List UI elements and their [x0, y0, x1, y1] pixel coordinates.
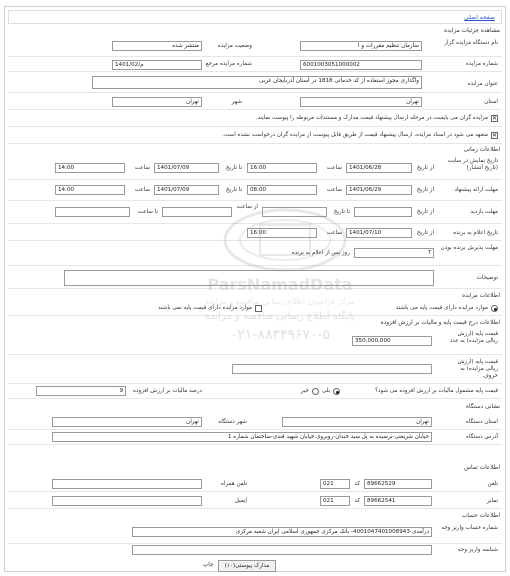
section-account: اطلاعات حساب: [461, 513, 500, 519]
shaba-label: شناسه واریز وجه: [457, 547, 498, 553]
row-publish: [8, 156, 502, 180]
auction-no-field[interactable]: 6001003051000002: [300, 60, 422, 70]
phone-code-label: کد: [354, 481, 360, 487]
no-base-price-label: موارد مزایده دارای قیمت پایه نمی باشند: [158, 305, 252, 311]
status-field[interactable]: منتشر شده: [112, 41, 202, 51]
dev-address-label: آدرس دستگاه: [466, 434, 498, 440]
dev-city-label: شهر دستگاه: [218, 419, 247, 425]
offer-from-date[interactable]: 1401/06/29: [346, 185, 412, 195]
no-base-price-checkbox[interactable]: [255, 305, 262, 312]
fax-field[interactable]: 89662541: [364, 496, 432, 506]
mobile-field[interactable]: [52, 479, 202, 489]
section-auction-info: اطلاعات مزایده: [462, 293, 500, 299]
email-label: ایمیل: [234, 498, 247, 504]
row-base-num: [8, 329, 502, 355]
vat-no-label: خیر: [300, 388, 309, 394]
province-field[interactable]: تهران: [300, 97, 422, 107]
row-price-type: [8, 302, 502, 316]
section-details: مشاهده جزئیات مزایده: [444, 28, 500, 34]
mobile-label: تلفن همراه: [220, 481, 247, 487]
row-phone: [8, 476, 502, 492]
row-dev-address: [8, 431, 502, 445]
attachments-button[interactable]: مدارک پیوستی(۱۰): [218, 560, 276, 572]
title-field[interactable]: واگذاری مجوز استفاده از کد خدماتی 1818 در استان آذربایجان غربی: [92, 76, 422, 89]
offer-from-label: از تاریخ: [416, 187, 434, 193]
fax-label: نمابر: [486, 498, 498, 504]
province-label: استان: [484, 99, 498, 105]
dev-address-field[interactable]: خیابان شریعتی-نرسیده به پل سید خندان-روبروی خیابان شهید قندی-ساختمان شماره 1: [52, 432, 432, 442]
section-times: اطلاعات زمانی: [463, 147, 500, 153]
base-num-field[interactable]: 350,000,000: [352, 336, 432, 346]
status-label: وضعیت مزایده: [217, 43, 252, 49]
row-shaba: [8, 545, 502, 557]
note1-text: مزایده گران می بایست در مرحله ارسال پیشنهاد قیمت مدارک و مستندات مربوطه را پیوست نمایند.: [255, 115, 488, 121]
watermark-line2: پایگاه اطلاع رسانی مناقصه و مزایده: [204, 311, 356, 322]
offer-to-label: تا تاریخ: [225, 187, 242, 193]
ref-no-label: شماره مزایده مرجع: [205, 61, 252, 67]
section-contact: اطلاعات تماس: [463, 465, 500, 471]
offer-from-time-label: ساعت: [326, 187, 342, 193]
home-link[interactable]: صفحه اصلی: [464, 14, 495, 21]
has-base-price-radio[interactable]: [491, 305, 498, 312]
note2-text: متعهد می شود در اسناد مزایده، ارسال پیشنهاد قیمت از طریق قابل پیوست از مزایده گران درخواست نشده است.: [222, 132, 488, 138]
visit-from-label: از تاریخ: [416, 209, 434, 215]
base-num-label: قیمت پایه (ارزش ریالی مزایده) به عدد: [449, 331, 498, 344]
fax-code-field[interactable]: 021: [320, 496, 350, 506]
accept-label: مهلت پذیرش برنده بودن: [440, 245, 498, 251]
publish-to-date[interactable]: 1401/07/09: [154, 163, 219, 173]
publish-label: تاریخ نمایش در سایت (تاریخ انتشار): [447, 158, 498, 171]
row-auction-no: [8, 58, 502, 72]
city-field[interactable]: تهران: [112, 97, 202, 107]
offer-to-time[interactable]: 14:00: [55, 185, 125, 195]
offer-to-time-label: ساعت: [134, 187, 150, 193]
row-fax: [8, 493, 502, 509]
ref-no-field[interactable]: 1401/م/02: [112, 60, 202, 70]
row-note2: [8, 128, 502, 144]
row-account: [8, 522, 502, 544]
row-note1: [8, 111, 502, 127]
phone-label: تلفن: [487, 481, 498, 487]
offer-from-time[interactable]: 08:00: [247, 185, 317, 195]
dev-province-field[interactable]: تهران: [282, 417, 432, 427]
publish-to-label: تا تاریخ: [225, 165, 242, 171]
title-label: عنوان مزایده: [467, 81, 498, 87]
visit-to-time[interactable]: [55, 207, 130, 217]
row-location: [8, 94, 502, 110]
visit-to-date[interactable]: [262, 207, 327, 217]
accept-field[interactable]: 7: [354, 248, 434, 258]
vat-yes-radio[interactable]: [333, 388, 340, 395]
desc-label: توضیحات: [476, 275, 498, 281]
row-title: [8, 73, 502, 93]
publish-to-time-label: ساعت: [134, 165, 150, 171]
email-field[interactable]: [52, 496, 202, 506]
publish-to-time[interactable]: 14:00: [55, 163, 125, 173]
row-announce: [8, 225, 502, 241]
publish-from-date[interactable]: 1401/06/28: [346, 163, 412, 173]
row-base-text: [8, 356, 502, 384]
row-offer: [8, 181, 502, 201]
visit-from-date[interactable]: [354, 207, 412, 217]
announce-label: تاریخ اعلام به برنده: [453, 230, 498, 236]
announce-date[interactable]: 1401/07/10: [346, 228, 412, 238]
auction-no-label: شماره مزایده: [465, 61, 498, 67]
note2-checkbox[interactable]: ✕: [492, 132, 498, 139]
section-device-address: نشانی دستگاه: [465, 404, 500, 410]
vat-yes-label: بلی: [321, 388, 330, 394]
account-field[interactable]: درآمدی-4001047401008943- بانک مرکزی جمهوری اسلامی ایران شعبه مرکزی: [132, 527, 432, 537]
org-name-field[interactable]: سازمان تنظیم مقررات و ا: [300, 41, 422, 51]
visit-label: مهلت بازدید: [470, 209, 498, 215]
row-org: [8, 37, 502, 57]
watermark-phone: ۰۲۱-۸۸۳۴۹۶۷۰-۵: [229, 327, 331, 343]
shaba-field[interactable]: [132, 545, 432, 555]
vat-percent-label: درصد مالیات بر ارزش افزوده: [133, 388, 202, 394]
publish-from-label: از تاریخ: [416, 165, 434, 171]
visit-to-label: تا تاریخ: [333, 209, 350, 215]
note1-checkbox[interactable]: ✕: [492, 115, 498, 122]
desc-textarea[interactable]: [64, 270, 434, 286]
offer-to-date[interactable]: 1401/07/09: [154, 185, 219, 195]
visit-to-time-label: تا ساعت: [137, 209, 158, 215]
announce-time[interactable]: 16:00: [247, 228, 317, 238]
visit-from-time[interactable]: [162, 207, 232, 217]
accept-suffix: روز پس از اعلام به برنده: [291, 250, 350, 256]
announce-from-label: از تاریخ: [416, 230, 434, 236]
row-accept: [8, 242, 502, 266]
vat-question: قیمت پایه مشمول مالیات بر ارزش افزوده می شود؟: [375, 388, 498, 394]
row-desc: [8, 267, 502, 289]
account-label: شماره حساب واریز وجه: [441, 525, 498, 531]
phone-code-field[interactable]: 021: [320, 479, 350, 489]
city-label: شهر: [231, 99, 242, 105]
base-text-field[interactable]: [232, 364, 432, 374]
fax-code-label: کد: [354, 498, 360, 504]
has-base-price-label: موارد مزایده دارای قیمت پایه می باشند: [395, 305, 488, 311]
vat-percent-field[interactable]: 9: [36, 386, 126, 396]
org-name-label: نام دستگاه مزایده گزار: [444, 40, 498, 46]
publish-from-time[interactable]: 16:00: [247, 163, 317, 173]
top-bar: [8, 10, 502, 24]
row-visit: [8, 202, 502, 224]
publish-from-time-label: ساعت: [326, 165, 342, 171]
section-price-info: اطلاعات درج قیمت پایه و مالیات بر ارزش افزوده: [380, 320, 500, 326]
watermark-site: ParsNamadData: [207, 275, 353, 294]
base-text-label: قیمت پایه (ارزش ریالی مزایده) به حروف: [457, 359, 498, 379]
offer-label: مهلت ارائه پیشنهاد: [454, 187, 498, 193]
phone-field[interactable]: 89662529: [364, 479, 432, 489]
vat-no-radio[interactable]: [312, 388, 319, 395]
watermark-line1: مرکز فراخوان اطلاع رسانی مناقصه و مزایده: [205, 297, 355, 306]
visit-from-time-label: از ساعت: [236, 204, 258, 210]
row-dev-location: [8, 414, 502, 430]
row-vat: [8, 385, 502, 399]
dev-city-field[interactable]: تهران: [52, 417, 202, 427]
dev-province-label: استان دستگاه: [465, 419, 498, 425]
print-link[interactable]: چاپ: [203, 562, 214, 568]
announce-time-label: ساعت: [326, 230, 342, 236]
